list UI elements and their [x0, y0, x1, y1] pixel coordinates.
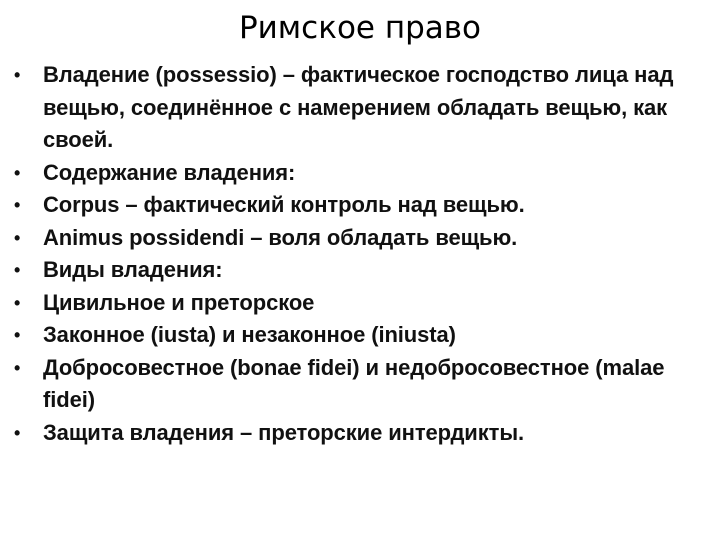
bullet-icon: • — [14, 292, 21, 313]
bullet-text: Виды владения: — [43, 257, 223, 282]
bullet-text: Владение (possessio) – фактическое господство лица над вещью, соединённое с намерением обладать вещью, как своей. — [43, 62, 674, 152]
bullet-item-civil-praetorian — [14, 287, 714, 320]
bullet-icon: • — [14, 357, 21, 378]
bullet-item-possession-types — [14, 254, 714, 287]
bullet-icon: • — [14, 325, 21, 345]
bullet-icon: • — [14, 227, 21, 248]
slide-title: Римское право — [238, 10, 482, 46]
bullet-list — [14, 59, 714, 449]
bullet-text: Animus possidendi – воля обладать вещью. — [43, 224, 518, 250]
bullet-item-corpus — [14, 189, 714, 222]
bullet-item-lawful-unlawful — [14, 319, 714, 352]
bullet-text: Corpus – фактический контроль над вещью. — [43, 192, 525, 217]
bullet-icon: • — [14, 65, 21, 85]
bullet-icon: • — [14, 195, 21, 215]
bullet-icon: • — [14, 260, 21, 280]
bullet-icon: • — [14, 422, 21, 443]
bullet-text: Содержание владения: — [43, 159, 296, 185]
bullet-text: Цивильное и преторское — [43, 289, 315, 315]
bullet-icon: • — [14, 162, 21, 183]
bullet-item-possession-content — [14, 157, 714, 190]
bullet-text: Защита владения – преторские интердикты. — [43, 419, 525, 445]
bullet-item-possession-definition — [14, 59, 714, 157]
bullet-text: Законное (iusta) и незаконное (iniusta) — [43, 322, 456, 347]
bullet-text: Добросовестное (bonae fidei) и недобросовестное (malae fidei) — [43, 354, 665, 412]
bullet-item-possession-protection — [14, 417, 714, 450]
bullet-item-good-bad-faith — [14, 352, 714, 417]
bullet-item-animus-possidendi — [14, 222, 714, 255]
